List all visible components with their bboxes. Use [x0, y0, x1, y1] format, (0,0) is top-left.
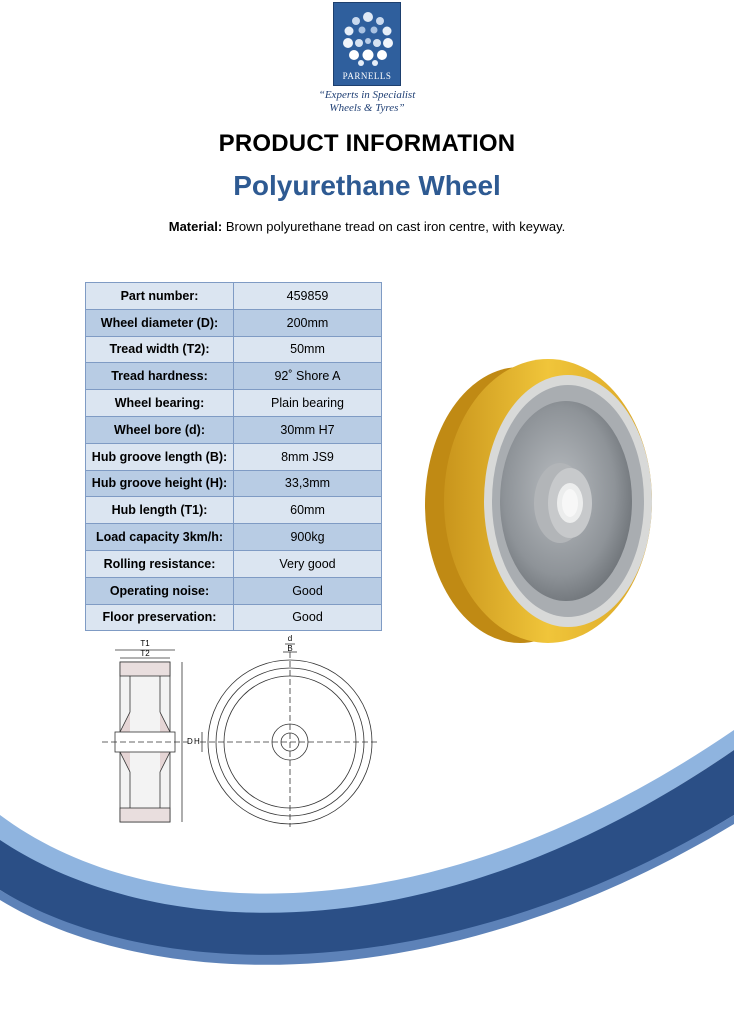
spec-label: Hub length (T1):	[86, 497, 234, 524]
product-name: Polyurethane Wheel	[233, 170, 501, 201]
spec-value: 8mm JS9	[234, 443, 382, 470]
spec-value: 33,3mm	[234, 470, 382, 497]
table-row	[86, 470, 382, 497]
spec-value: 900kg	[234, 524, 382, 551]
spec-value: Very good	[234, 550, 382, 577]
spec-value: 50mm	[234, 336, 382, 363]
drawing-label-h: H	[194, 737, 200, 746]
drawing-label-d: d	[287, 634, 293, 643]
logo-circles-icon	[334, 3, 402, 73]
spec-label: Load capacity 3km/h:	[86, 524, 234, 551]
table-row	[86, 336, 382, 363]
material-text: Brown polyurethane tread on cast iron centre, with keyway.	[225, 219, 566, 234]
spec-value: Good	[234, 604, 382, 631]
spec-label: Wheel bore (d):	[86, 416, 234, 443]
drawing-label-t2: T2	[140, 649, 150, 658]
technical-drawing	[90, 632, 380, 832]
drawing-label-big-d: D	[187, 737, 193, 746]
spec-label: Wheel bearing:	[86, 390, 234, 417]
table-row	[86, 416, 382, 443]
table-row	[86, 283, 382, 310]
spec-value: 60mm	[234, 497, 382, 524]
table-row	[86, 497, 382, 524]
logo-brand-text: PARNELLS	[342, 71, 392, 81]
table-row	[86, 524, 382, 551]
table-row	[86, 577, 382, 604]
spec-table	[85, 282, 382, 631]
spec-label: Rolling resistance:	[86, 550, 234, 577]
spec-value: 92˚ Shore A	[234, 363, 382, 390]
spec-label: Hub groove height (H):	[86, 470, 234, 497]
spec-value: 30mm H7	[234, 416, 382, 443]
spec-label: Floor preservation:	[86, 604, 234, 631]
table-row	[86, 443, 382, 470]
drawing-label-t1: T1	[140, 639, 150, 648]
table-row	[86, 309, 382, 336]
table-row	[86, 604, 382, 631]
spec-label: Hub groove length (B):	[86, 443, 234, 470]
logo-tagline	[300, 89, 434, 115]
spec-label: Wheel diameter (D):	[86, 309, 234, 336]
spec-value: 459859	[234, 283, 382, 310]
table-row	[86, 363, 382, 390]
table-row	[86, 390, 382, 417]
spec-label: Tread hardness:	[86, 363, 234, 390]
page-heading: PRODUCT INFORMATION	[218, 130, 516, 157]
spec-label: Part number:	[86, 283, 234, 310]
tagline-line-1: “Experts in Specialist	[318, 89, 416, 101]
spec-label: Tread width (T2):	[86, 336, 234, 363]
drawing-label-b: B	[287, 644, 293, 653]
table-row	[86, 550, 382, 577]
spec-value: Plain bearing	[234, 390, 382, 417]
wheel-image	[420, 355, 656, 645]
material-line	[0, 219, 734, 234]
material-label: Material:	[168, 219, 223, 234]
spec-label: Operating noise:	[86, 577, 234, 604]
tagline-line-2: Wheels & Tyres”	[329, 102, 405, 114]
spec-value: 200mm	[234, 309, 382, 336]
spec-value: Good	[234, 577, 382, 604]
parnells-logo	[333, 2, 401, 86]
